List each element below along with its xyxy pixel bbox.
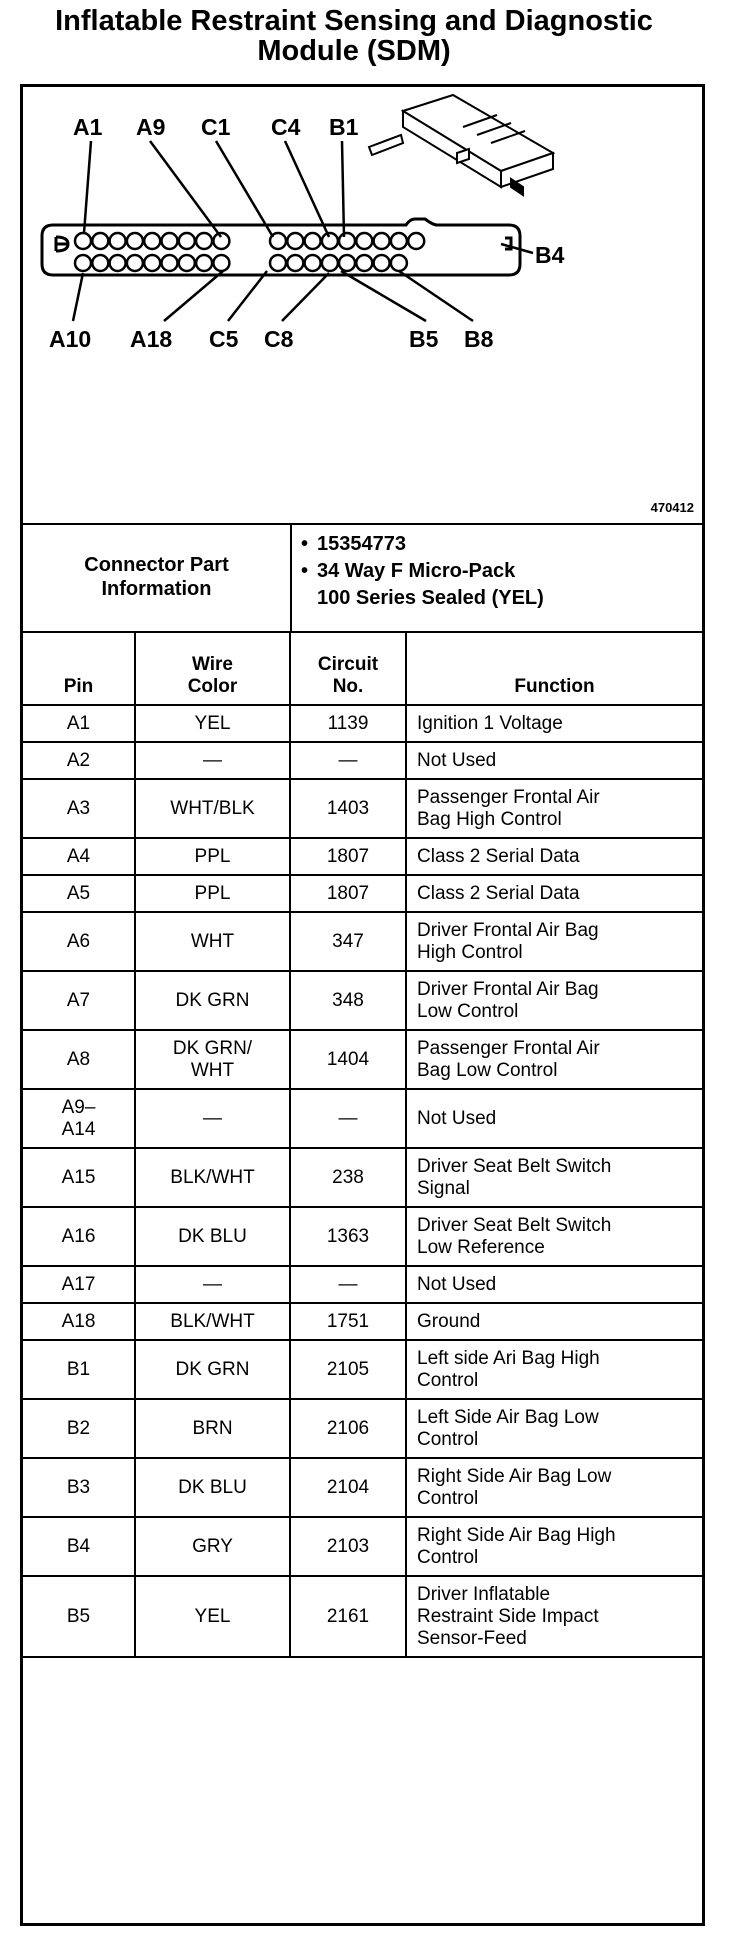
table-row bbox=[23, 971, 702, 1030]
wire-color-cell: PPL bbox=[135, 875, 290, 912]
function-cell: Right Side Air Bag Low Control bbox=[406, 1458, 702, 1517]
circuit-cell: — bbox=[290, 742, 406, 779]
wire-color-cell: BRN bbox=[135, 1399, 290, 1458]
pin-cell: A6 bbox=[23, 912, 135, 971]
callout-B8: B8 bbox=[464, 326, 494, 352]
wire-color-cell: WHT bbox=[135, 912, 290, 971]
page-title bbox=[0, 6, 708, 66]
circuit-cell: 2104 bbox=[290, 1458, 406, 1517]
connector-info-details bbox=[301, 531, 544, 612]
pin-hole bbox=[305, 233, 321, 249]
header-wire-color: Wire Color bbox=[135, 631, 290, 705]
function-cell: Driver Inflatable Restraint Side Impact Sensor-Feed bbox=[406, 1576, 702, 1657]
function-cell: Class 2 Serial Data bbox=[406, 838, 702, 875]
wire-color-cell: GRY bbox=[135, 1517, 290, 1576]
callout-A18: A18 bbox=[130, 326, 173, 352]
circuit-cell: 348 bbox=[290, 971, 406, 1030]
table-row bbox=[23, 1266, 702, 1303]
wire-color-cell: PPL bbox=[135, 838, 290, 875]
table-row bbox=[23, 1399, 702, 1458]
function-cell: Driver Frontal Air Bag Low Control bbox=[406, 971, 702, 1030]
wire-color-cell: — bbox=[135, 1266, 290, 1303]
pin-table bbox=[23, 631, 702, 1658]
callout-C4: C4 bbox=[271, 114, 301, 140]
part-number: 15354773 bbox=[317, 533, 406, 555]
pin-cell: A9– A14 bbox=[23, 1089, 135, 1148]
pin-hole bbox=[196, 233, 212, 249]
pin-cell: A2 bbox=[23, 742, 135, 779]
pin-cell: A5 bbox=[23, 875, 135, 912]
wire-color-cell: DK GRN bbox=[135, 971, 290, 1030]
connector-3d-view bbox=[369, 95, 553, 195]
table-row bbox=[23, 875, 702, 912]
connector-description-line2: 100 Series Sealed (YEL) bbox=[317, 587, 544, 609]
pin-hole bbox=[287, 233, 303, 249]
pin-hole bbox=[127, 233, 143, 249]
connector-diagram bbox=[23, 87, 702, 525]
table-row bbox=[23, 705, 702, 742]
pin-hole bbox=[391, 233, 407, 249]
callout-C5: C5 bbox=[209, 326, 239, 352]
table-row bbox=[23, 1303, 702, 1340]
pin-hole bbox=[144, 233, 160, 249]
function-cell: Not Used bbox=[406, 1266, 702, 1303]
pin-hole bbox=[339, 233, 355, 249]
circuit-cell: 1751 bbox=[290, 1303, 406, 1340]
table-row bbox=[23, 1207, 702, 1266]
table-row bbox=[23, 1148, 702, 1207]
pin-cell: B1 bbox=[23, 1340, 135, 1399]
left-latch bbox=[56, 237, 68, 251]
bullet: • bbox=[301, 560, 309, 582]
connector-info-label-line2: Information bbox=[101, 578, 212, 600]
pin-hole bbox=[213, 255, 229, 271]
circuit-cell: 238 bbox=[290, 1148, 406, 1207]
wire-color-cell: — bbox=[135, 742, 290, 779]
wire-color-cell: DK BLU bbox=[135, 1458, 290, 1517]
circuit-cell: 1807 bbox=[290, 875, 406, 912]
pin-cell: A17 bbox=[23, 1266, 135, 1303]
function-cell: Not Used bbox=[406, 742, 702, 779]
pin-cell: A1 bbox=[23, 705, 135, 742]
table-row bbox=[23, 1517, 702, 1576]
pin-hole bbox=[374, 255, 390, 271]
circuit-cell: 2103 bbox=[290, 1517, 406, 1576]
callout-B5: B5 bbox=[409, 326, 439, 352]
pin-hole bbox=[92, 255, 108, 271]
pin-hole bbox=[144, 255, 160, 271]
pin-cell: A4 bbox=[23, 838, 135, 875]
function-cell: Ground bbox=[406, 1303, 702, 1340]
pin-cell: B2 bbox=[23, 1399, 135, 1458]
function-cell: Left side Ari Bag High Control bbox=[406, 1340, 702, 1399]
connector-info-label-line1: Connector Part bbox=[84, 554, 229, 576]
wire-color-cell: YEL bbox=[135, 705, 290, 742]
pin-hole bbox=[287, 255, 303, 271]
pin-hole bbox=[162, 233, 178, 249]
pin-hole bbox=[92, 233, 108, 249]
header-function: Function bbox=[406, 631, 702, 705]
header-pin: Pin bbox=[23, 631, 135, 705]
table-row bbox=[23, 1340, 702, 1399]
circuit-cell: 2106 bbox=[290, 1399, 406, 1458]
wire-color-cell: DK BLU bbox=[135, 1207, 290, 1266]
wire-color-cell: WHT/BLK bbox=[135, 779, 290, 838]
circuit-cell: 1404 bbox=[290, 1030, 406, 1089]
wire-color-cell: DK GRN bbox=[135, 1340, 290, 1399]
figure-number: 470412 bbox=[650, 500, 694, 515]
function-cell: Class 2 Serial Data bbox=[406, 875, 702, 912]
table-row bbox=[23, 1576, 702, 1657]
pin-cell: B5 bbox=[23, 1576, 135, 1657]
function-cell: Driver Seat Belt Switch Low Reference bbox=[406, 1207, 702, 1266]
circuit-cell: 2161 bbox=[290, 1576, 406, 1657]
function-cell: Not Used bbox=[406, 1089, 702, 1148]
pin-hole bbox=[75, 255, 91, 271]
callout-A10: A10 bbox=[49, 326, 92, 352]
circuit-cell: 2105 bbox=[290, 1340, 406, 1399]
callout-B4: B4 bbox=[535, 242, 565, 268]
pin-cell: A3 bbox=[23, 779, 135, 838]
pin-hole bbox=[305, 255, 321, 271]
function-cell: Right Side Air Bag High Control bbox=[406, 1517, 702, 1576]
circuit-cell: 1807 bbox=[290, 838, 406, 875]
pin-cell: A15 bbox=[23, 1148, 135, 1207]
table-row bbox=[23, 1089, 702, 1148]
connector-info-label bbox=[23, 523, 292, 631]
callout-B1: B1 bbox=[329, 114, 359, 140]
pin-cell: A7 bbox=[23, 971, 135, 1030]
pin-rows bbox=[23, 705, 702, 1657]
pin-hole bbox=[408, 233, 424, 249]
table-row bbox=[23, 1458, 702, 1517]
connector-description-line1: 34 Way F Micro-Pack bbox=[317, 560, 516, 582]
connector-sheet bbox=[20, 84, 705, 1926]
pin-hole bbox=[374, 233, 390, 249]
pin-hole bbox=[270, 255, 286, 271]
wire-color-cell: BLK/WHT bbox=[135, 1148, 290, 1207]
table-row bbox=[23, 779, 702, 838]
pin-hole bbox=[322, 233, 338, 249]
function-cell: Passenger Frontal Air Bag Low Control bbox=[406, 1030, 702, 1089]
function-cell: Driver Seat Belt Switch Signal bbox=[406, 1148, 702, 1207]
pin-cell: B4 bbox=[23, 1517, 135, 1576]
wire-color-cell: BLK/WHT bbox=[135, 1303, 290, 1340]
pin-hole bbox=[127, 255, 143, 271]
pin-hole bbox=[110, 255, 126, 271]
pin-hole bbox=[179, 233, 195, 249]
leader-lines bbox=[73, 141, 533, 321]
pin-hole bbox=[356, 255, 372, 271]
wire-color-cell: DK GRN/ WHT bbox=[135, 1030, 290, 1089]
pin-hole bbox=[196, 255, 212, 271]
pin-holes bbox=[75, 233, 424, 271]
pin-hole bbox=[356, 233, 372, 249]
pin-hole bbox=[322, 255, 338, 271]
function-cell: Left Side Air Bag Low Control bbox=[406, 1399, 702, 1458]
table-row bbox=[23, 1030, 702, 1089]
connector-part-information bbox=[23, 523, 702, 633]
callout-C8: C8 bbox=[264, 326, 294, 352]
function-cell: Ignition 1 Voltage bbox=[406, 705, 702, 742]
pin-hole bbox=[213, 233, 229, 249]
pin-cell: A18 bbox=[23, 1303, 135, 1340]
wire-color-cell: — bbox=[135, 1089, 290, 1148]
circuit-cell: 347 bbox=[290, 912, 406, 971]
callout-C1: C1 bbox=[201, 114, 231, 140]
circuit-cell: — bbox=[290, 1266, 406, 1303]
bullet: • bbox=[301, 533, 309, 555]
pin-cell: A8 bbox=[23, 1030, 135, 1089]
circuit-cell: 1363 bbox=[290, 1207, 406, 1266]
function-cell: Driver Frontal Air Bag High Control bbox=[406, 912, 702, 971]
page-title-line1: Inflatable Restraint Sensing and Diagnostic bbox=[55, 5, 653, 37]
pin-cell: B3 bbox=[23, 1458, 135, 1517]
table-row bbox=[23, 742, 702, 779]
table-row bbox=[23, 838, 702, 875]
table-row bbox=[23, 912, 702, 971]
pin-hole bbox=[75, 233, 91, 249]
connector-drawing bbox=[23, 87, 702, 523]
pin-hole bbox=[339, 255, 355, 271]
pin-hole bbox=[110, 233, 126, 249]
function-cell: Passenger Frontal Air Bag High Control bbox=[406, 779, 702, 838]
circuit-cell: 1139 bbox=[290, 705, 406, 742]
wire-color-cell: YEL bbox=[135, 1576, 290, 1657]
callout-A9: A9 bbox=[136, 114, 166, 140]
pin-hole bbox=[391, 255, 407, 271]
header-circuit-no: Circuit No. bbox=[290, 631, 406, 705]
circuit-cell: 1403 bbox=[290, 779, 406, 838]
table-header-row bbox=[23, 631, 702, 705]
pin-cell: A16 bbox=[23, 1207, 135, 1266]
page-title-line2: Module (SDM) bbox=[257, 35, 451, 67]
callout-A1: A1 bbox=[73, 114, 103, 140]
circuit-cell: — bbox=[290, 1089, 406, 1148]
pin-hole bbox=[162, 255, 178, 271]
pin-hole bbox=[179, 255, 195, 271]
